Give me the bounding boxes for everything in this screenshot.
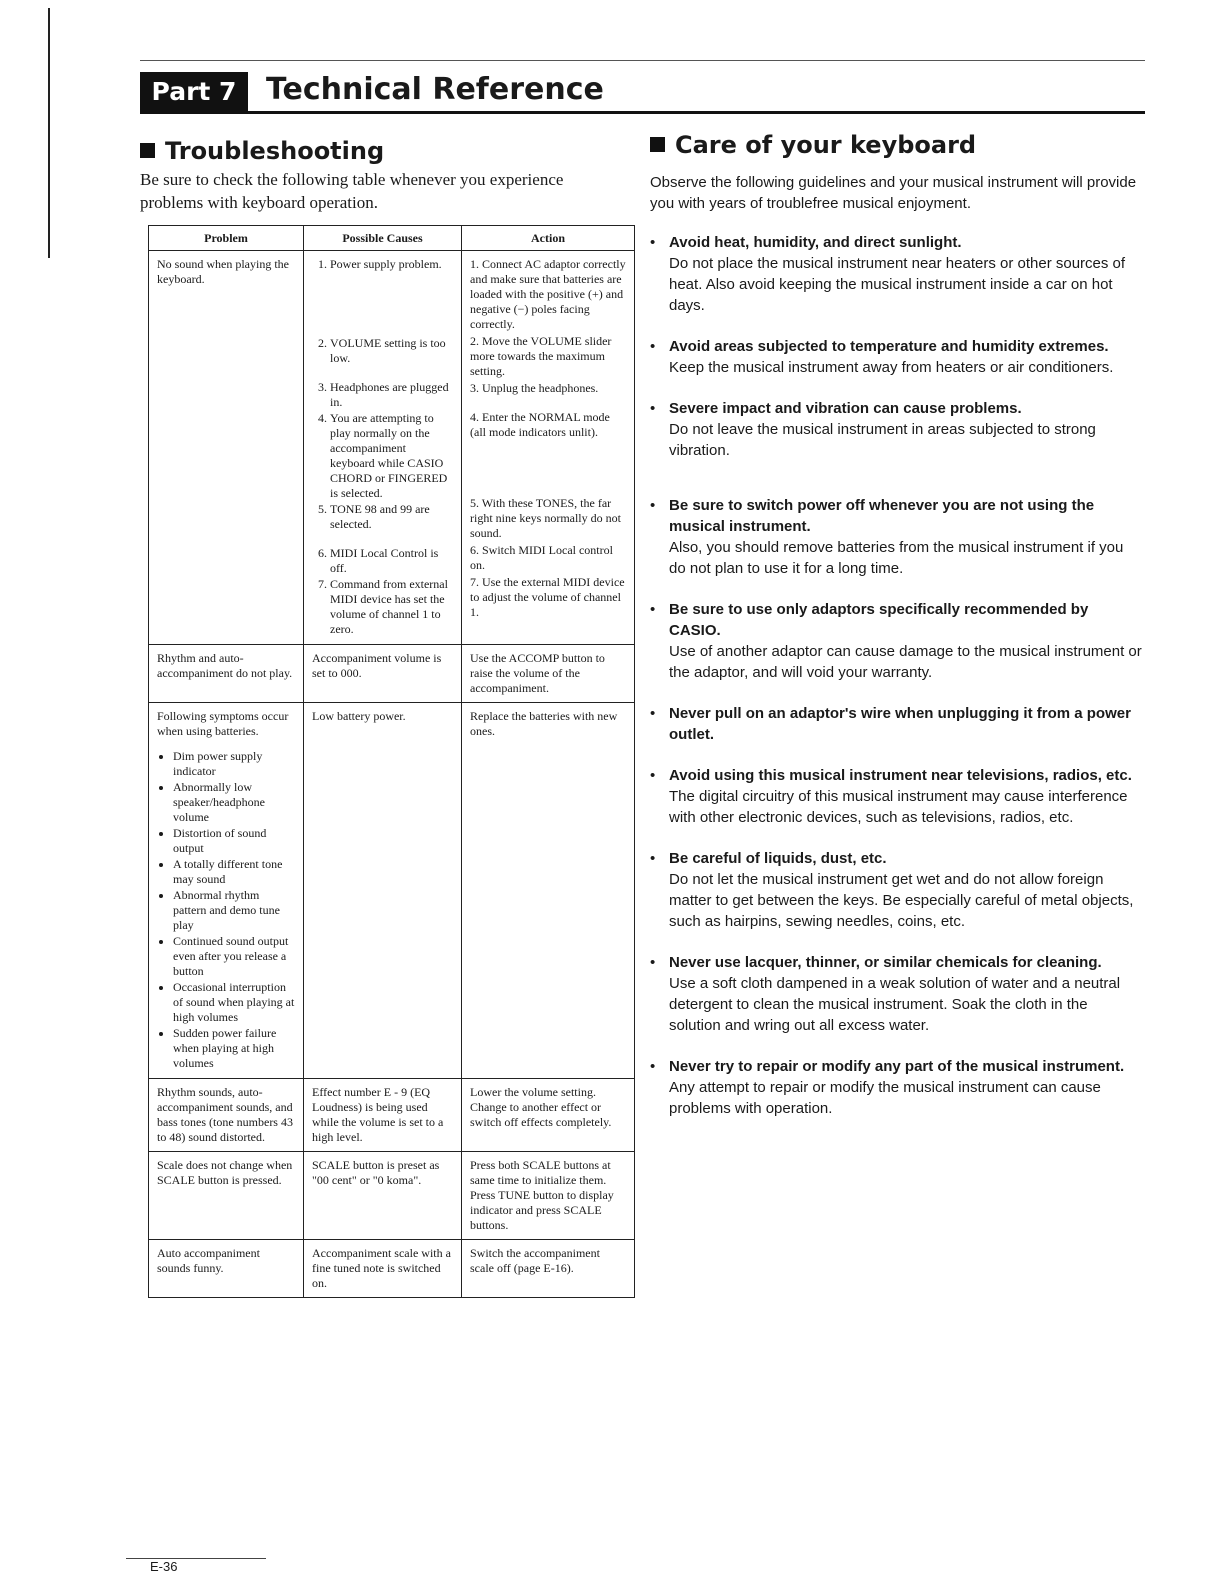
care-item-heading: Never pull on an adaptor's wire when unplugging it from a power outlet. <box>669 705 1131 743</box>
cause-item: 2. VOLUME setting is too low. <box>330 336 453 366</box>
care-item-body: Keep the musical instrument away from heaters or air conditioners. <box>669 359 1114 376</box>
cause-item: 6. MIDI Local Control is off. <box>330 546 453 576</box>
bullet-icon: • <box>650 497 656 514</box>
symptom-item: • Distortion of sound output <box>173 826 295 856</box>
page-number: E-36 <box>150 1560 178 1572</box>
cause-item: 4. You are attempting to play normally on the accompaniment keyboard while CASIO CHORD or FINGERED is selected. <box>330 411 453 501</box>
table-row <box>149 703 635 1079</box>
action-cell: Lower the volume setting. Change to another effect or switch off effects completely. <box>462 1079 635 1152</box>
table-row <box>149 251 635 645</box>
table-row <box>149 1152 635 1240</box>
margin-bar <box>48 8 50 258</box>
action-cell: Replace the batteries with new ones. <box>462 703 635 1079</box>
care-heading-text: Care of your keyboard <box>675 131 977 159</box>
square-bullet-icon <box>650 137 665 152</box>
symptom-item: • Continued sound output even after you release a button <box>173 934 295 979</box>
symptom-item: • Dim power supply indicator <box>173 749 295 779</box>
bullet-icon: • <box>650 234 656 251</box>
care-item-body: The digital circuitry of this musical instrument may cause interference with other electronic devices, such as televisions, radios, etc. <box>669 788 1128 826</box>
column-header-action: Action <box>462 226 635 251</box>
causes-cell: Effect number E - 9 (EQ Loudness) is being used while the volume is set to a high level. <box>304 1079 462 1152</box>
list-item <box>650 952 1142 1036</box>
problem-text: Following symptoms occur when using batteries. <box>157 709 289 738</box>
symptom-item: • Abnormally low speaker/headphone volume <box>173 780 295 825</box>
symptom-item: • Abnormal rhythm pattern and demo tune play <box>173 888 295 933</box>
list-item <box>650 1056 1142 1119</box>
causes-cell <box>304 251 462 645</box>
part-badge: Part 7 <box>140 72 248 112</box>
action-item: 5. With these TONES, the far right nine keys normally do not sound. <box>470 496 621 540</box>
troubleshooting-heading <box>140 136 384 166</box>
symptom-item: • A totally different tone may sound <box>173 857 295 887</box>
care-item-heading: Be careful of liquids, dust, etc. <box>669 850 887 867</box>
causes-cell: Accompaniment volume is set to 000. <box>304 645 462 703</box>
care-item-heading: Never use lacquer, thinner, or similar chemicals for cleaning. <box>669 954 1102 971</box>
causes-cell: Accompaniment scale with a fine tuned note is switched on. <box>304 1240 462 1298</box>
page-title: Technical Reference <box>266 72 604 107</box>
action-item: 3. Unplug the headphones. <box>470 381 599 395</box>
cause-item: 7. Command from external MIDI device has set the volume of channel 1 to zero. <box>330 577 453 637</box>
action-cell <box>462 251 635 645</box>
care-heading <box>650 130 976 160</box>
list-item <box>650 232 1142 316</box>
list-item <box>650 765 1142 828</box>
table-row <box>149 645 635 703</box>
action-cell: Use the ACCOMP button to raise the volume of the accompaniment. <box>462 645 635 703</box>
cause-item: 3. Headphones are plugged in. <box>330 380 453 410</box>
list-item <box>650 336 1142 378</box>
action-item: 4. Enter the NORMAL mode (all mode indicators unlit). <box>470 410 610 439</box>
action-item: 2. Move the VOLUME slider more towards the maximum setting. <box>470 334 612 378</box>
list-item <box>650 495 1142 579</box>
action-item: 1. Connect AC adaptor correctly and make sure that batteries are loaded with the positive (+) and negative (−) poles facing correctly. <box>470 257 626 331</box>
header-rule <box>140 111 1145 114</box>
bullet-icon: • <box>650 954 656 971</box>
care-item-heading: Avoid using this musical instrument near televisions, radios, etc. <box>669 767 1132 784</box>
care-item-heading: Be sure to switch power off whenever you are not using the musical instrument. <box>669 497 1095 535</box>
troubleshooting-heading-text: Troubleshooting <box>165 137 385 165</box>
care-item-body: Any attempt to repair or modify the musical instrument can cause problems with operation. <box>669 1079 1101 1117</box>
list-item <box>650 848 1142 932</box>
action-item: 7. Use the external MIDI device to adjust the volume of channel 1. <box>470 575 625 619</box>
page-header <box>140 72 1145 112</box>
list-item <box>650 398 1142 461</box>
care-item-heading: Never try to repair or modify any part of the musical instrument. <box>669 1058 1125 1075</box>
table-row <box>149 1240 635 1298</box>
care-item-heading: Avoid areas subjected to temperature and humidity extremes. <box>669 338 1109 355</box>
problem-cell: Auto accompaniment sounds funny. <box>149 1240 304 1298</box>
footer-rule <box>126 1558 266 1559</box>
care-list <box>650 232 1142 1139</box>
problem-cell: Rhythm and auto-accompaniment do not play. <box>149 645 304 703</box>
action-cell: Switch the accompaniment scale off (page E-16). <box>462 1240 635 1298</box>
care-item-body: Do not leave the musical instrument in areas subjected to strong vibration. <box>669 421 1096 459</box>
care-item-heading: Be sure to use only adaptors specifically recommended by CASIO. <box>669 601 1089 639</box>
table-header-row <box>149 226 635 251</box>
troubleshooting-table <box>148 225 635 1298</box>
symptom-item: • Occasional interruption of sound when playing at high volumes <box>173 980 295 1025</box>
problem-cell: No sound when playing the keyboard. <box>149 251 304 645</box>
action-cell: Press both SCALE buttons at same time to initialize them. Press TUNE button to display indicator and press SCALE buttons. <box>462 1152 635 1240</box>
bullet-icon: • <box>650 705 656 722</box>
bullet-icon: • <box>650 338 656 355</box>
problem-cell <box>149 703 304 1079</box>
problem-cell: Scale does not change when SCALE button is pressed. <box>149 1152 304 1240</box>
bullet-icon: • <box>650 601 656 618</box>
care-item-body: Use a soft cloth dampened in a weak solution of water and a neutral detergent to clean the musical instrument. Soak the cloth in the solution and wring out all excess water. <box>669 975 1121 1034</box>
care-item-body: Use of another adaptor can cause damage to the musical instrument or the adaptor, and will void your warranty. <box>669 643 1142 681</box>
column-header-problem: Problem <box>149 226 304 251</box>
care-item-heading: Severe impact and vibration can cause problems. <box>669 400 1022 417</box>
column-header-causes: Possible Causes <box>304 226 462 251</box>
care-item-body: Also, you should remove batteries from the musical instrument if you do not plan to use it for a long time. <box>669 539 1124 577</box>
bullet-icon: • <box>650 850 656 867</box>
bullet-icon: • <box>650 1058 656 1075</box>
causes-cell: SCALE button is preset as "00 cent" or "0 koma". <box>304 1152 462 1240</box>
cause-item: 5. TONE 98 and 99 are selected. <box>330 502 453 532</box>
square-bullet-icon <box>140 143 155 158</box>
care-intro: Observe the following guidelines and your musical instrument will provide you with years of troublefree musical enjoyment. <box>650 174 1137 212</box>
bullet-icon: • <box>650 400 656 417</box>
care-item-heading: Avoid heat, humidity, and direct sunlight. <box>669 234 962 251</box>
bullet-icon: • <box>650 767 656 784</box>
list-item <box>650 703 1142 745</box>
cause-item: 1. Power supply problem. <box>330 257 453 272</box>
problem-cell: Rhythm sounds, auto-accompaniment sounds, and bass tones (tone numbers 43 to 48) sound distorted. <box>149 1079 304 1152</box>
action-item: 6. Switch MIDI Local control on. <box>470 543 613 572</box>
table-row <box>149 1079 635 1152</box>
care-item-body: Do not let the musical instrument get wet and do not allow foreign matter to get between the keys. Be especially careful of metal objects, such as hairpins, sewing needles, coins, etc. <box>669 871 1134 930</box>
top-rule <box>140 60 1145 61</box>
care-item-body: Do not place the musical instrument near heaters or other sources of heat. Also avoid keeping the musical instrument inside a car on hot days. <box>669 255 1126 314</box>
symptom-item: • Sudden power failure when playing at high volumes <box>173 1026 295 1071</box>
causes-cell: Low battery power. <box>304 703 462 1079</box>
troubleshooting-intro: Be sure to check the following table whenever you experience problems with keyboard operation. <box>140 170 564 212</box>
list-item <box>650 599 1142 683</box>
